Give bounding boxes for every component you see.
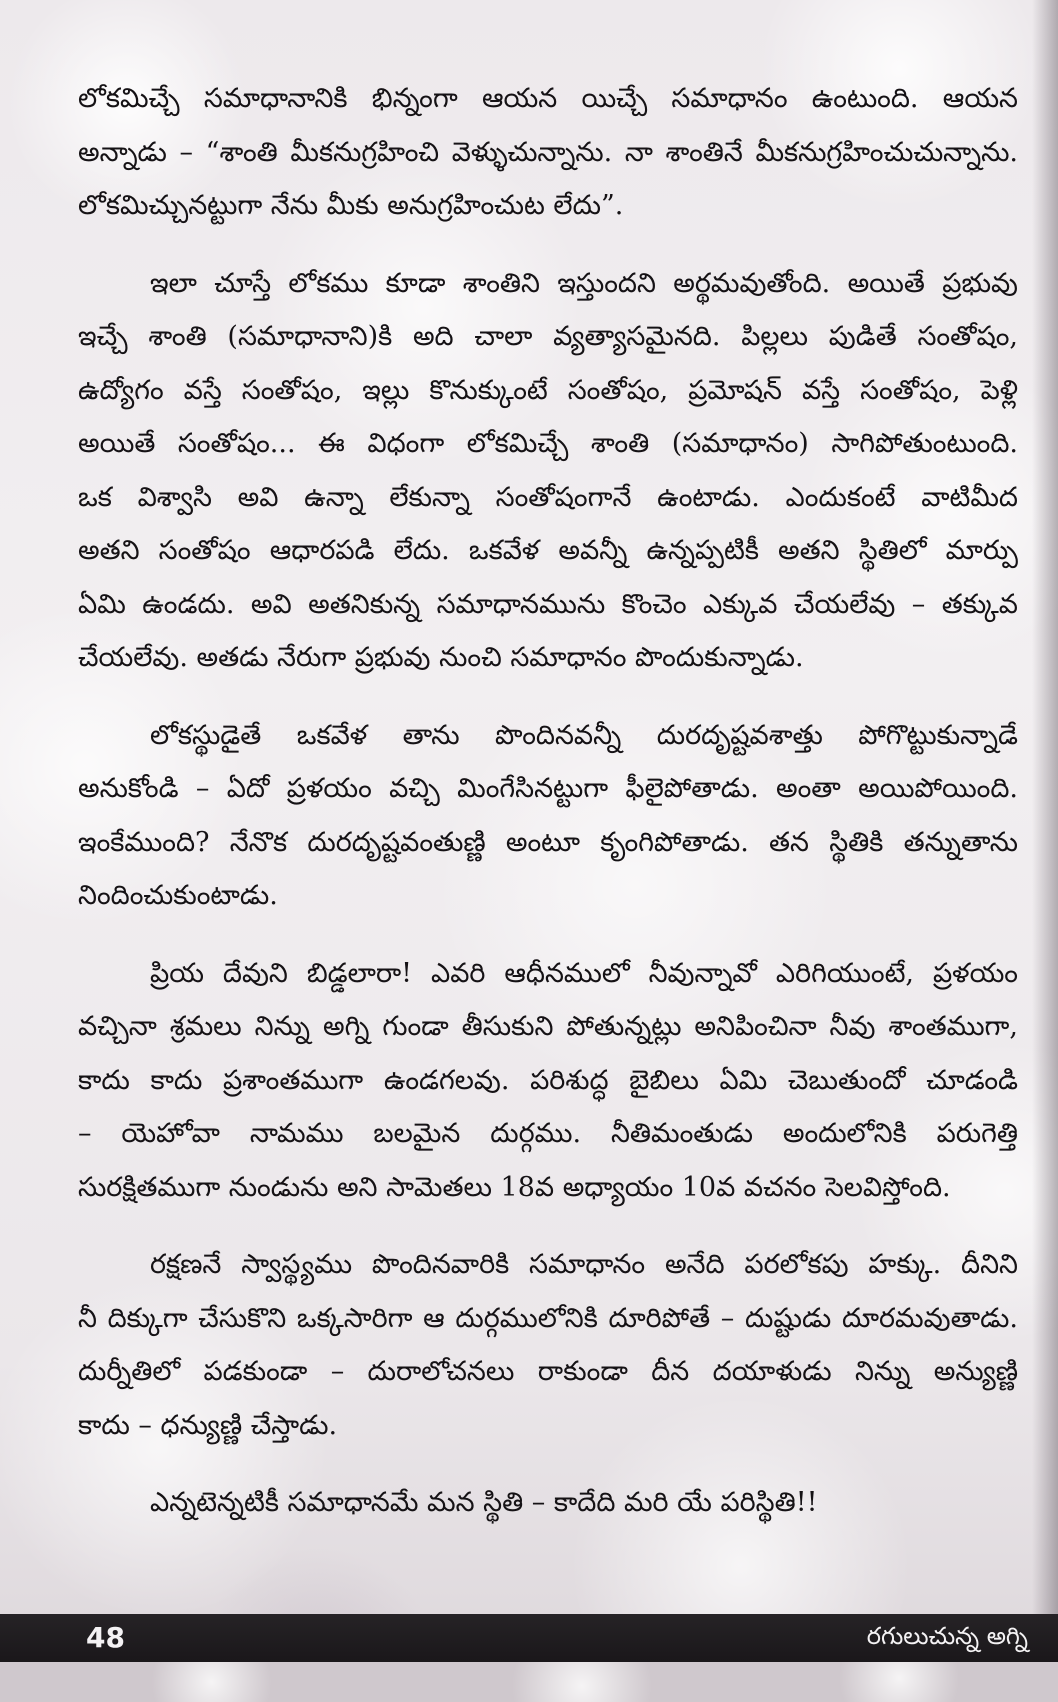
text-line: వచ్చినా శ్రమలు నిన్ను అగ్ని గుండా తీసుకుని పోతున్నట్లు అనిపించినా నీవు శాంతముగా, bbox=[78, 1011, 1018, 1042]
text-line: ఉద్యోగం వస్తే సంతోషం, ఇల్లు కొనుక్కుంటే సంతోషం, ప్రమోషన్ వస్తే సంతోషం, పెళ్లి bbox=[78, 374, 1018, 406]
text-line: లోకమిచ్చునట్టుగా నేను మీకు అనుగ్రహించుట లేదు”. bbox=[78, 190, 624, 221]
paragraph bbox=[78, 72, 1018, 233]
text-line: – యెహోవా నామము బలమైన దుర్గము. నీతిమంతుడు అందులోనికి పరుగెత్తి bbox=[78, 1118, 1018, 1149]
text-line: ఇంకేముంది? నేనొక దురదృష్టవంతుణ్ణి అంటూ కృంగిపోతాడు. తన స్థితికి తన్నుతాను bbox=[78, 826, 1018, 858]
paragraph bbox=[78, 257, 1018, 685]
paragraph-gap bbox=[78, 923, 1018, 947]
text-line: ఎన్నటెన్నటికీ సమాధానమే మన స్థితి – కాదేది మరి యే పరిస్థితి!! bbox=[150, 1487, 818, 1518]
text-line: నిందించుకుంటాడు. bbox=[78, 880, 278, 911]
text-line: సురక్షితముగా నుండును అని సామెతలు 18వ అధ్యాయం 10వ వచనం సెలవిస్తోంది. bbox=[78, 1171, 951, 1203]
page-number: 48 bbox=[86, 1621, 125, 1654]
text-line: ఏమి ఉండదు. అవి అతనికున్న సమాధానమును కొంచెం ఎక్కువ చేయలేవు – తక్కువ bbox=[78, 588, 1018, 620]
paragraph-gap bbox=[78, 1452, 1018, 1476]
paragraph bbox=[78, 1476, 1018, 1530]
running-title: రగులుచున్న అగ్ని bbox=[866, 1622, 1028, 1650]
paragraph-gap bbox=[78, 685, 1018, 709]
text-line: లోకమిచ్చే సమాధానానికి భిన్నంగా ఆయన యిచ్చే సమాధానం ఉంటుంది. ఆయన bbox=[78, 83, 1018, 114]
text-line: ఇలా చూస్తే లోకము కూడా శాంతిని ఇస్తుందని అర్థమవుతోంది. అయితే ప్రభువు bbox=[150, 267, 1018, 299]
text-line: రక్షణనే స్వాస్థ్యము పొందినవారికి సమాధానం అనేది పరలోకపు హక్కు. దీనిని bbox=[150, 1249, 1018, 1280]
body-text bbox=[78, 72, 1018, 1530]
text-line: ఇచ్చే శాంతి (సమాధానాని)కి అది చాలా వ్యత్యాసమైనది. పిల్లలు పుడితే సంతోషం, bbox=[78, 321, 1018, 352]
text-line: దుర్నీతిలో పడకుండా – దురాలోచనలు రాకుండా దీన దయాళుడు నిన్ను అన్యుణ్ణి bbox=[78, 1356, 1018, 1387]
text-line: అయితే సంతోషం... ఈ విధంగా లోకమిచ్చే శాంతి (సమాధానం) సాగిపోతుంటుంది. bbox=[78, 428, 1018, 459]
text-line: కాదు కాదు ప్రశాంతముగా ఉండగలవు. పరిశుద్ధ బైబిలు ఏమి చెబుతుందో చూడండి bbox=[78, 1064, 1018, 1096]
paragraph bbox=[78, 947, 1018, 1215]
text-line: నీ దిక్కుగా చేసుకొని ఒక్కసారిగా ఆ దుర్గములోనికి దూరిపోతే – దుష్టుడు దూరమవుతాడు. bbox=[78, 1302, 1018, 1334]
text-line: కాదు – ధన్యుణ్ణి చేస్తాడు. bbox=[78, 1409, 338, 1441]
paragraph-gap bbox=[78, 1214, 1018, 1238]
text-line: ఒక విశ్వాసి అవి ఉన్నా లేకున్నా సంతోషంగానే ఉంటాడు. ఎందుకంటే వాటిమీద bbox=[78, 481, 1018, 513]
text-line: చేయలేవు. అతడు నేరుగా ప్రభువు నుంచి సమాధానం పొందుకున్నాడు. bbox=[78, 642, 804, 673]
text-line: ప్రియ దేవుని బిడ్డలారా! ఎవరి ఆధీనములో నీవున్నావో ఎరిగియుంటే, ప్రళయం bbox=[150, 957, 1018, 989]
text-line: అతని సంతోషం ఆధారపడి లేదు. ఒకవేళ అవన్నీ ఉన్నప్పటికీ అతని స్థితిలో మార్పు bbox=[78, 535, 1018, 566]
text-line: అన్నాడు – “శాంతి మీకనుగ్రహించి వెళ్ళుచున్నాను. నా శాంతినే మీకనుగ్రహించుచున్నాను. bbox=[78, 136, 1018, 168]
paragraph bbox=[78, 709, 1018, 923]
page-edge-shadow bbox=[1032, 0, 1058, 1702]
text-line: లోకస్థుడైతే ఒకవేళ తాను పొందినవన్నీ దురదృష్టవశాత్తు పోగొట్టుకున్నాడే bbox=[150, 719, 1018, 751]
paragraph bbox=[78, 1238, 1018, 1452]
paragraph-gap bbox=[78, 233, 1018, 257]
bottom-background bbox=[0, 1662, 1058, 1702]
text-line: అనుకోండి – ఏదో ప్రళయం వచ్చి మింగేసినట్టుగా ఫీలైపోతాడు. అంతా అయిపోయింది. bbox=[78, 773, 1018, 804]
